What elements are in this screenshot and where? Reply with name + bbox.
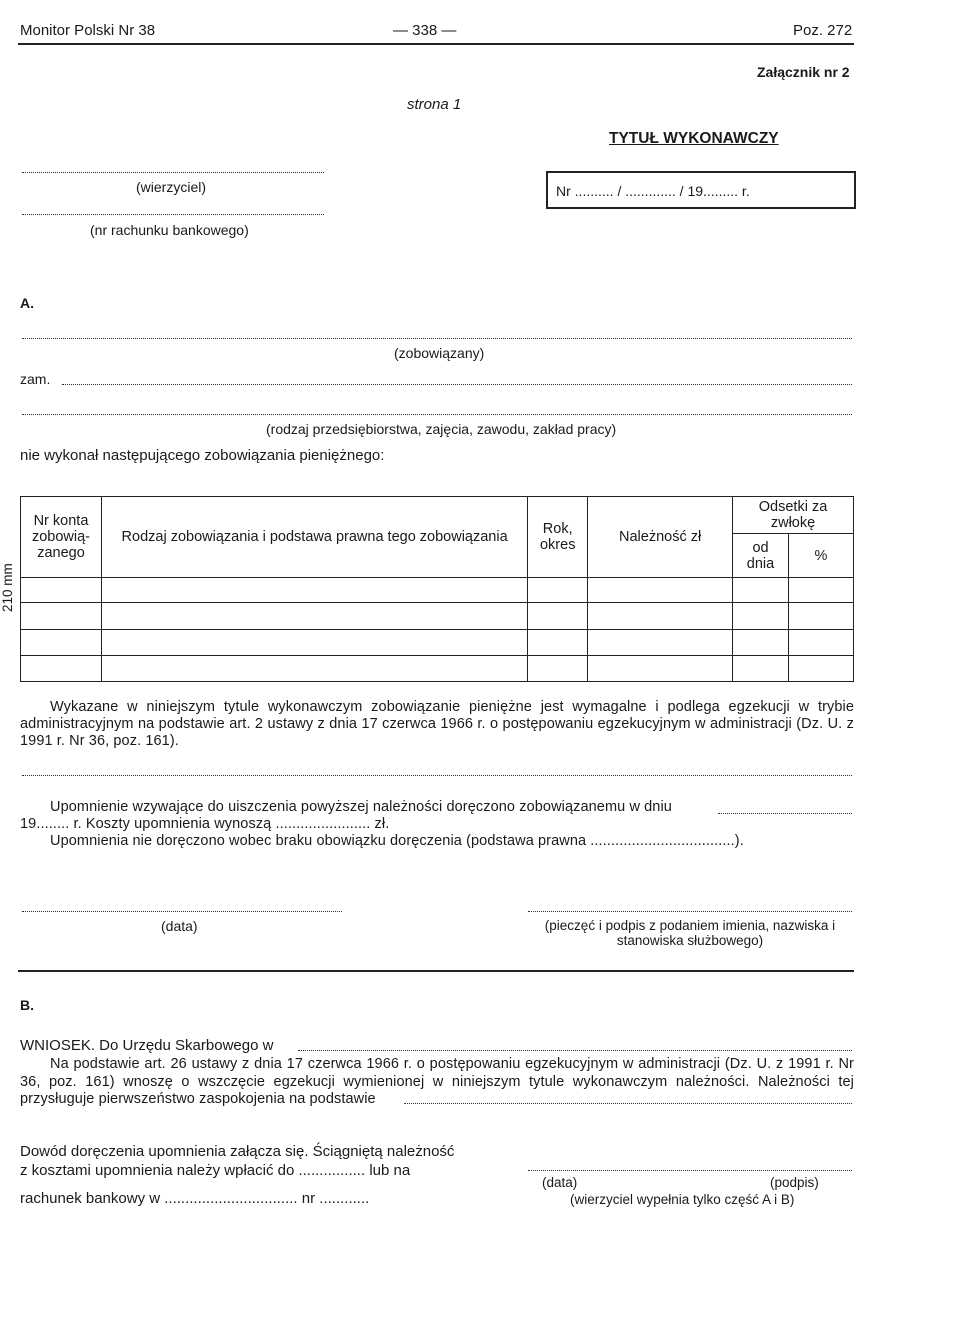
table-cell[interactable] <box>101 630 527 656</box>
publication-title: Monitor Polski Nr 38 <box>20 22 156 39</box>
side-label: strona 1 <box>407 96 462 113</box>
request-prefix: WNIOSEK. Do Urzędu Skarbowego w <box>20 1037 274 1054</box>
address-prefix: zam. <box>20 371 51 387</box>
date-label-b: (data) <box>542 1175 578 1190</box>
account-label: (nr rachunku bankowego) <box>90 222 249 238</box>
header-interest-percent: % <box>789 534 854 578</box>
date-label-a: (data) <box>161 918 198 934</box>
annex-label: Załącznik nr 2 <box>757 64 850 80</box>
request-body: Na podstawie art. 26 ustawy z dnia 17 czerwca 1966 r. o postępowaniu egzekucyjnym w administracji (Dz. U. z 1991 r. Nr 36, poz. 161) wnoszę o wszczęcie egzekucji wymienionej w niniejszym tytule wykonawczym należności. Należności tej przysługuje pierwszeństwo zaspokojenia na podstawie <box>20 1056 854 1107</box>
document-title: TYTUŁ WYKONAWCZY <box>609 130 779 147</box>
table-cell[interactable] <box>588 656 733 682</box>
table-row <box>21 656 854 682</box>
table-cell[interactable] <box>528 603 588 630</box>
stamp-line-a[interactable] <box>528 911 852 912</box>
reminder-date-line[interactable] <box>718 813 852 814</box>
creditor-line[interactable] <box>22 172 324 173</box>
table-cell[interactable] <box>789 578 854 603</box>
table-cell[interactable] <box>101 578 527 603</box>
section-a-intro: nie wykonał następującego zobowiązania pieniężnego: <box>20 447 385 464</box>
debtor-label: (zobowiązany) <box>394 345 485 361</box>
reminder-line-2: 19........ r. Koszty upomnienia wynoszą ....................... zł. <box>20 816 390 832</box>
priority-basis-line[interactable] <box>404 1103 852 1104</box>
table-cell[interactable] <box>588 603 733 630</box>
proof-line-3: rachunek bankowy w ................................ nr ............ <box>20 1190 370 1207</box>
business-label: (rodzaj przedsiębiorstwa, zajęcia, zawodu, zakład pracy) <box>266 421 617 437</box>
proof-line-1: Dowód doręczenia upomnienia załącza się. Ściągniętą należność <box>20 1143 455 1160</box>
table-row <box>21 630 854 656</box>
account-line[interactable] <box>22 214 324 215</box>
table-row <box>21 578 854 603</box>
date-line-a[interactable] <box>22 911 342 912</box>
address-line[interactable] <box>62 384 852 385</box>
sign-label-b: (podpis) <box>770 1175 819 1190</box>
statement-line[interactable] <box>22 775 852 776</box>
title-number-field[interactable]: Nr .......... / ............. / 19......... r. <box>556 183 750 199</box>
table-cell[interactable] <box>21 630 102 656</box>
table-cell[interactable] <box>101 603 527 630</box>
proof-line-2: z kosztami upomnienia należy wpłacić do ................ lub na <box>20 1162 411 1179</box>
page-number: — 338 — <box>393 22 457 39</box>
signature-line-b[interactable] <box>528 1170 852 1171</box>
table-cell[interactable] <box>733 656 789 682</box>
tax-office-line[interactable] <box>298 1050 852 1051</box>
table-cell[interactable] <box>21 578 102 603</box>
section-divider <box>18 970 854 972</box>
debtor-line[interactable] <box>22 338 852 339</box>
table-cell[interactable] <box>789 630 854 656</box>
table-cell[interactable] <box>789 603 854 630</box>
section-b-letter: B. <box>20 997 34 1013</box>
table-cell[interactable] <box>733 603 789 630</box>
table-cell[interactable] <box>733 578 789 603</box>
margin-note: 210 mm <box>0 563 15 612</box>
table-cell[interactable] <box>733 630 789 656</box>
stamp-label-a: (pieczęć i podpis z podaniem imienia, nazwiska i stanowiska służbowego) <box>544 918 836 948</box>
table-cell[interactable] <box>528 656 588 682</box>
table-cell[interactable] <box>789 656 854 682</box>
header-year-period: Rok, okres <box>528 497 588 578</box>
header-account-number: Nr konta zobowią-zanego <box>21 497 102 578</box>
header-amount-due: Należność zł <box>588 497 733 578</box>
business-line[interactable] <box>22 414 852 415</box>
table-cell[interactable] <box>528 630 588 656</box>
creditor-label: (wierzyciel) <box>136 179 206 195</box>
table-cell[interactable] <box>21 656 102 682</box>
table-cell[interactable] <box>588 578 733 603</box>
table-row <box>21 603 854 630</box>
liability-table <box>20 496 854 682</box>
header-interest-from-date: od dnia <box>733 534 789 578</box>
table-cell[interactable] <box>528 578 588 603</box>
header-interest: Odsetki za zwłokę <box>733 497 854 534</box>
header-liability-type: Rodzaj zobowiązania i podstawa prawna tego zobowiązania <box>101 497 527 578</box>
position-number: Poz. 272 <box>793 22 853 39</box>
table-cell[interactable] <box>101 656 527 682</box>
section-a-letter: A. <box>20 295 34 311</box>
table-cell[interactable] <box>21 603 102 630</box>
fill-note: (wierzyciel wypełnia tylko część A i B) <box>570 1192 795 1207</box>
table-cell[interactable] <box>588 630 733 656</box>
reminder-line-3: Upomnienia nie doręczono wobec braku obowiązku doręczenia (podstawa prawna ...................................). <box>50 833 744 849</box>
header-rule <box>18 43 854 45</box>
reminder-line-1: Upomnienie wzywające do uiszczenia powyższej należności doręczono zobowiązanemu w dniu <box>50 799 672 815</box>
enforceability-statement: Wykazane w niniejszym tytule wykonawczym zobowiązanie pieniężne jest wymagalne i podlega egzekucji w trybie administracyjnym na podstawie art. 2 ustawy z dnia 17 czerwca 1966 r. o postępowaniu egzekucyjnym w administracji (Dz. U. z 1991 r. Nr 36, poz. 161). <box>20 699 854 749</box>
